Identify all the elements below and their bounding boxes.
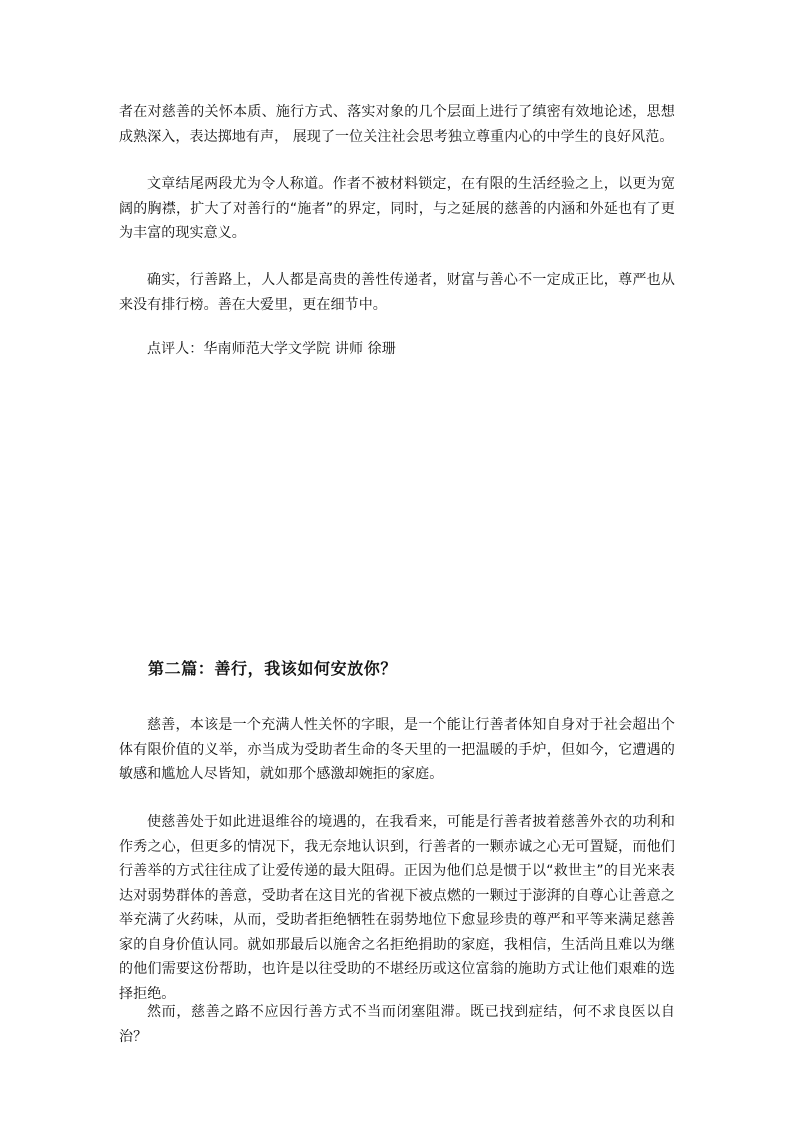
essay-title: 第二篇：善行，我该如何安放你？ [148, 659, 398, 678]
review-paragraph-3: 确实，行善路上，人人都是高贵的善性传递者，财富与善心不一定成正比，尊严也从来没有排行榜。善在大爱里，更在细节中。 [119, 272, 675, 313]
essay-paragraph-1: 慈善，本该是一个充满人性关怀的字眼，是一个能让行善者体知自身对于社会超出个体有限价值的义举，亦当成为受助者生命的冬天里的一把温暖的手炉，但如今，它遭遇的敏感和尴尬人尽皆知，就如那个感激却婉拒的家庭。 [119, 717, 675, 782]
essay-paragraph-3: 然而，慈善之路不应因行善方式不当而闭塞阻滞。既已找到症结，何不求良医以自治？ [119, 1004, 675, 1045]
review-paragraph-2: 文章结尾两段尤为令人称道。作者不被材料锁定，在有限的生活经验之上，以更为宽阔的胸襟，扩大了对善行的“施者”的界定，同时，与之延展的慈善的内涵和外延也有了更为丰富的现实意义。 [119, 176, 675, 241]
review-paragraph-1: 者在对慈善的关怀本质、施行方式、落实对象的几个层面上进行了缜密有效地论述，思想成熟深入，表达掷地有声， 展现了一位关注社会思考独立尊重内心的中学生的良好风范。 [119, 104, 675, 145]
essay-paragraph-2: 使慈善处于如此进退维谷的境遇的，在我看来，可能是行善者披着慈善外衣的功利和作秀之心，但更多的情况下，我无奈地认识到，行善者的一颗赤诚之心无可置疑，而他们行善举的方式往往成了让爱传递的最大阻碍。正因为他们总是惯于以“救世主”的目光来表达对弱势群体的善意，受助者在这目光的省视下被点燃的一颗过于澎湃的自尊心让善意之举充满了火药味，从而，受助者拒绝牺牲在弱势地位下愈显珍贵的尊严和平等来满足慈善家的自身价值认同。就如那最后以施舍之名拒绝捐助的家庭，我相信，生活尚且难以为继的他们需要这份帮助，也许是以往受助的不堪经历或这位富翁的施助方式让他们艰难的选择拒绝。 [119, 814, 675, 1002]
reviewer-credit: 点评人：华南师范大学文学院 讲师 徐珊 [147, 341, 396, 357]
